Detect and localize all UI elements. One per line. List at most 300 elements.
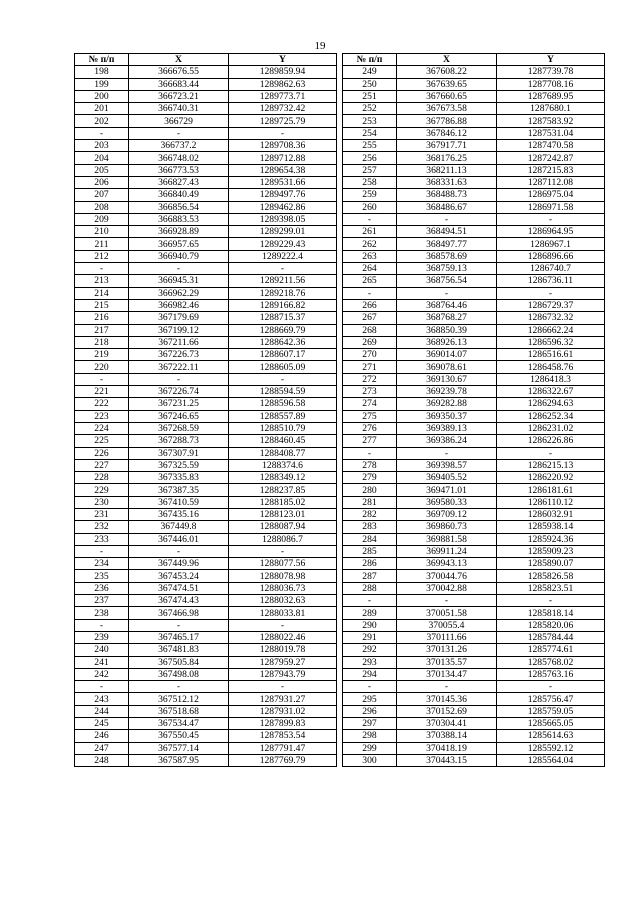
cell-y: 1286418.3 xyxy=(497,373,605,385)
cell-x: 367288.73 xyxy=(129,435,229,447)
cell-number: - xyxy=(75,619,129,631)
cell-x: - xyxy=(397,447,497,459)
table-row xyxy=(75,508,337,520)
cell-y: 1288032.63 xyxy=(229,595,337,607)
cell-number: 220 xyxy=(75,361,129,373)
cell-number: 243 xyxy=(75,693,129,705)
table-row xyxy=(343,250,605,262)
cell-number: 208 xyxy=(75,201,129,213)
header-number: № п/п xyxy=(75,54,129,66)
cell-y: 1286971.58 xyxy=(497,201,605,213)
cell-x: 367512.12 xyxy=(129,693,229,705)
cell-number: 280 xyxy=(343,484,397,496)
table-row xyxy=(343,189,605,201)
cell-y: 1288510.79 xyxy=(229,422,337,434)
cell-y: 1289222.4 xyxy=(229,250,337,262)
cell-y: 1285564.04 xyxy=(497,754,605,766)
cell-x: 366723.21 xyxy=(129,90,229,102)
cell-x: 367226.73 xyxy=(129,349,229,361)
cell-y: 1286740.7 xyxy=(497,263,605,275)
cell-number: 298 xyxy=(343,730,397,742)
cell-y: 1287943.79 xyxy=(229,668,337,680)
cell-y: 1288594.59 xyxy=(229,386,337,398)
cell-number: 245 xyxy=(75,718,129,730)
table-row xyxy=(343,238,605,250)
cell-number: 211 xyxy=(75,238,129,250)
table-row xyxy=(343,484,605,496)
cell-number: 227 xyxy=(75,459,129,471)
cell-y: 1289462.86 xyxy=(229,201,337,213)
cell-x: 367660.65 xyxy=(397,90,497,102)
cell-x: 370135.57 xyxy=(397,656,497,668)
table-row xyxy=(343,336,605,348)
cell-x: 366740.31 xyxy=(129,103,229,115)
table-row xyxy=(343,103,605,115)
cell-number: 295 xyxy=(343,693,397,705)
cell-x: 367226.74 xyxy=(129,386,229,398)
table-header-row xyxy=(75,54,337,66)
table-row xyxy=(343,275,605,287)
cell-y: 1287959.27 xyxy=(229,656,337,668)
cell-y: 1287899.83 xyxy=(229,718,337,730)
cell-x: 368497.77 xyxy=(397,238,497,250)
cell-x: 366957.65 xyxy=(129,238,229,250)
header-x: X xyxy=(397,54,497,66)
cell-number: 200 xyxy=(75,90,129,102)
table-row xyxy=(343,324,605,336)
cell-y: 1288237.85 xyxy=(229,484,337,496)
cell-number: 202 xyxy=(75,115,129,127)
cell-y: - xyxy=(229,263,337,275)
cell-x: 370134.47 xyxy=(397,668,497,680)
cell-number: 251 xyxy=(343,90,397,102)
cell-x: 367466.98 xyxy=(129,607,229,619)
cell-y: 1285759.05 xyxy=(497,705,605,717)
separator-row xyxy=(75,681,337,693)
table-row xyxy=(343,545,605,557)
cell-number: 271 xyxy=(343,361,397,373)
header-number: № п/п xyxy=(343,54,397,66)
cell-number: 233 xyxy=(75,533,129,545)
cell-number: 288 xyxy=(343,582,397,594)
table-row xyxy=(343,398,605,410)
cell-x: 367453.24 xyxy=(129,570,229,582)
cell-number: 255 xyxy=(343,140,397,152)
cell-x: - xyxy=(129,263,229,275)
cell-number: 213 xyxy=(75,275,129,287)
table-row xyxy=(75,693,337,705)
separator-row xyxy=(75,127,337,139)
table-row xyxy=(75,656,337,668)
cell-x: 367307.91 xyxy=(129,447,229,459)
table-row xyxy=(343,496,605,508)
cell-number: 250 xyxy=(343,78,397,90)
cell-y: 1289862.63 xyxy=(229,78,337,90)
table-row xyxy=(75,103,337,115)
cell-y: 1285924.36 xyxy=(497,533,605,545)
cell-x: 369014.07 xyxy=(397,349,497,361)
cell-x: 369911.24 xyxy=(397,545,497,557)
cell-y: - xyxy=(229,619,337,631)
table-row xyxy=(75,533,337,545)
cell-x: 367387.35 xyxy=(129,484,229,496)
cell-y: 1289218.76 xyxy=(229,287,337,299)
cell-number: 224 xyxy=(75,422,129,434)
cell-number: - xyxy=(75,545,129,557)
cell-number: 258 xyxy=(343,176,397,188)
cell-number: 259 xyxy=(343,189,397,201)
table-row xyxy=(75,361,337,373)
cell-number: - xyxy=(343,595,397,607)
cell-x: 369709.12 xyxy=(397,508,497,520)
cell-x: 366982.46 xyxy=(129,299,229,311)
cell-y: 1288642.36 xyxy=(229,336,337,348)
cell-x: 367518.68 xyxy=(129,705,229,717)
cell-number: 285 xyxy=(343,545,397,557)
cell-number: 287 xyxy=(343,570,397,582)
cell-y: 1285818.14 xyxy=(497,607,605,619)
cell-number: 218 xyxy=(75,336,129,348)
cell-y: 1286975.04 xyxy=(497,189,605,201)
cell-number: 299 xyxy=(343,742,397,754)
table-row xyxy=(343,115,605,127)
cell-y: 1285665.05 xyxy=(497,718,605,730)
table-row xyxy=(75,459,337,471)
separator-row xyxy=(343,681,605,693)
cell-y: 1286458.76 xyxy=(497,361,605,373)
cell-y: 1288123.01 xyxy=(229,508,337,520)
table-row xyxy=(343,386,605,398)
cell-number: 254 xyxy=(343,127,397,139)
cell-y: 1286220.92 xyxy=(497,472,605,484)
table-row xyxy=(75,312,337,324)
cell-x: 367268.59 xyxy=(129,422,229,434)
cell-number: 236 xyxy=(75,582,129,594)
cell-y: 1288460.45 xyxy=(229,435,337,447)
cell-number: 279 xyxy=(343,472,397,484)
cell-number: 289 xyxy=(343,607,397,619)
cell-x: 369389.13 xyxy=(397,422,497,434)
cell-number: 260 xyxy=(343,201,397,213)
table-row xyxy=(343,668,605,680)
cell-x: 366748.02 xyxy=(129,152,229,164)
cell-x: 367474.51 xyxy=(129,582,229,594)
cell-y: 1289299.01 xyxy=(229,226,337,238)
cell-y: 1286032.91 xyxy=(497,508,605,520)
cell-number: 207 xyxy=(75,189,129,201)
cell-x: 366683.44 xyxy=(129,78,229,90)
cell-y: 1287689.95 xyxy=(497,90,605,102)
cell-y: 1287112.08 xyxy=(497,176,605,188)
cell-x: 370443.15 xyxy=(397,754,497,766)
table-row xyxy=(343,201,605,213)
cell-x: 367199.12 xyxy=(129,324,229,336)
cell-number: 201 xyxy=(75,103,129,115)
table-row xyxy=(75,422,337,434)
cell-number: 232 xyxy=(75,521,129,533)
table-row xyxy=(343,410,605,422)
cell-x: - xyxy=(129,619,229,631)
cell-number: 291 xyxy=(343,631,397,643)
cell-x: 370111.66 xyxy=(397,631,497,643)
cell-x: 367449.8 xyxy=(129,521,229,533)
cell-x: 367465.17 xyxy=(129,631,229,643)
separator-row xyxy=(75,263,337,275)
cell-y: 1285820.06 xyxy=(497,619,605,631)
table-row xyxy=(75,176,337,188)
cell-number: 274 xyxy=(343,398,397,410)
table-row xyxy=(75,570,337,582)
cell-number: 273 xyxy=(343,386,397,398)
cell-number: 223 xyxy=(75,410,129,422)
cell-number: 234 xyxy=(75,558,129,570)
cell-number: 296 xyxy=(343,705,397,717)
table-row xyxy=(75,213,337,225)
cell-number: - xyxy=(75,681,129,693)
table-row xyxy=(343,558,605,570)
table-row xyxy=(343,361,605,373)
cell-y: 1287708.16 xyxy=(497,78,605,90)
cell-x: 369130.67 xyxy=(397,373,497,385)
cell-y: 1288078.98 xyxy=(229,570,337,582)
table-row xyxy=(75,238,337,250)
table-row xyxy=(75,90,337,102)
cell-y: 1285909.23 xyxy=(497,545,605,557)
cell-number: - xyxy=(343,287,397,299)
cell-x: 366737.2 xyxy=(129,140,229,152)
cell-y: 1288185.02 xyxy=(229,496,337,508)
cell-x: 368850.39 xyxy=(397,324,497,336)
table-row xyxy=(343,435,605,447)
cell-y: 1287680.1 xyxy=(497,103,605,115)
cell-number: 253 xyxy=(343,115,397,127)
cell-number: 242 xyxy=(75,668,129,680)
cell-y: 1287531.04 xyxy=(497,127,605,139)
cell-y: 1286181.61 xyxy=(497,484,605,496)
cell-y: 1286736.11 xyxy=(497,275,605,287)
cell-x: - xyxy=(397,213,497,225)
cell-x: 370042.88 xyxy=(397,582,497,594)
cell-number: 240 xyxy=(75,644,129,656)
cell-number: 257 xyxy=(343,164,397,176)
cell-number: - xyxy=(343,447,397,459)
cell-x: 367481.83 xyxy=(129,644,229,656)
cell-x: 370051.58 xyxy=(397,607,497,619)
cell-y: 1285823.51 xyxy=(497,582,605,594)
table-row xyxy=(343,742,605,754)
table-row xyxy=(75,78,337,90)
cell-number: 206 xyxy=(75,176,129,188)
cell-y: - xyxy=(497,595,605,607)
cell-x: 367550.45 xyxy=(129,730,229,742)
cell-number: 256 xyxy=(343,152,397,164)
table-row xyxy=(343,631,605,643)
cell-y: 1289497.76 xyxy=(229,189,337,201)
cell-x: 369350.37 xyxy=(397,410,497,422)
table-row xyxy=(75,299,337,311)
table-row xyxy=(75,435,337,447)
cell-x: 367446.01 xyxy=(129,533,229,545)
cell-number: 264 xyxy=(343,263,397,275)
table-row xyxy=(343,754,605,766)
cell-y: 1289398.05 xyxy=(229,213,337,225)
cell-number: 265 xyxy=(343,275,397,287)
cell-number: 225 xyxy=(75,435,129,447)
cell-number: 199 xyxy=(75,78,129,90)
table-row xyxy=(75,754,337,766)
table-row xyxy=(343,299,605,311)
table-row xyxy=(75,349,337,361)
separator-row xyxy=(343,213,605,225)
table-row xyxy=(343,373,605,385)
table-row xyxy=(343,422,605,434)
cell-y: 1289229.43 xyxy=(229,238,337,250)
cell-number: 246 xyxy=(75,730,129,742)
cell-x: 368331.63 xyxy=(397,176,497,188)
cell-y: 1289859.94 xyxy=(229,66,337,78)
separator-row xyxy=(75,373,337,385)
cell-x: 367608.22 xyxy=(397,66,497,78)
cell-number: 230 xyxy=(75,496,129,508)
cell-x: 369282.88 xyxy=(397,398,497,410)
cell-x: 367246.65 xyxy=(129,410,229,422)
header-y: Y xyxy=(229,54,337,66)
cell-number: 270 xyxy=(343,349,397,361)
table-row xyxy=(75,644,337,656)
table-row xyxy=(343,570,605,582)
cell-number: 216 xyxy=(75,312,129,324)
cell-number: 248 xyxy=(75,754,129,766)
cell-y: - xyxy=(229,127,337,139)
cell-y: 1286215.13 xyxy=(497,459,605,471)
cell-x: 367435.16 xyxy=(129,508,229,520)
cell-y: 1288022.46 xyxy=(229,631,337,643)
cell-number: 266 xyxy=(343,299,397,311)
cell-number: 276 xyxy=(343,422,397,434)
cell-x: - xyxy=(129,681,229,693)
cell-y: 1289725.79 xyxy=(229,115,337,127)
separator-row xyxy=(343,287,605,299)
cell-x: 367222.11 xyxy=(129,361,229,373)
cell-y: 1289531.66 xyxy=(229,176,337,188)
cell-number: - xyxy=(343,213,397,225)
table-row xyxy=(343,619,605,631)
cell-number: 247 xyxy=(75,742,129,754)
cell-x: - xyxy=(397,287,497,299)
cell-x: 368756.54 xyxy=(397,275,497,287)
cell-y: 1289166.82 xyxy=(229,299,337,311)
cell-x: 368759.13 xyxy=(397,263,497,275)
cell-y: - xyxy=(229,681,337,693)
cell-number: 239 xyxy=(75,631,129,643)
coordinates-table-right xyxy=(342,53,605,767)
cell-number: 222 xyxy=(75,398,129,410)
cell-y: 1288349.12 xyxy=(229,472,337,484)
cell-x: 367335.83 xyxy=(129,472,229,484)
table-row xyxy=(75,66,337,78)
cell-x: 366928.89 xyxy=(129,226,229,238)
cell-number: 215 xyxy=(75,299,129,311)
cell-y: 1286596.32 xyxy=(497,336,605,348)
table-row xyxy=(75,324,337,336)
cell-y: - xyxy=(497,447,605,459)
separator-row xyxy=(343,595,605,607)
cell-number: 277 xyxy=(343,435,397,447)
cell-number: - xyxy=(75,127,129,139)
cell-number: 238 xyxy=(75,607,129,619)
cell-x: 370044.76 xyxy=(397,570,497,582)
cell-number: 263 xyxy=(343,250,397,262)
table-row xyxy=(75,484,337,496)
cell-x: 367325.59 xyxy=(129,459,229,471)
table-row xyxy=(343,730,605,742)
cell-number: 229 xyxy=(75,484,129,496)
cell-number: 294 xyxy=(343,668,397,680)
cell-x: 370145.36 xyxy=(397,693,497,705)
cell-number: 275 xyxy=(343,410,397,422)
cell-x: 368494.51 xyxy=(397,226,497,238)
cell-number: 283 xyxy=(343,521,397,533)
cell-x: 366827.43 xyxy=(129,176,229,188)
cell-y: 1286732.32 xyxy=(497,312,605,324)
table-row xyxy=(343,152,605,164)
table-row xyxy=(75,410,337,422)
cell-x: 369078.61 xyxy=(397,361,497,373)
table-row xyxy=(343,164,605,176)
table-row xyxy=(75,558,337,570)
table-row xyxy=(75,607,337,619)
cell-number: - xyxy=(75,263,129,275)
header-x: X xyxy=(129,54,229,66)
table-row xyxy=(343,705,605,717)
cell-x: 367449.96 xyxy=(129,558,229,570)
table-row xyxy=(75,164,337,176)
cell-number: 269 xyxy=(343,336,397,348)
cell-x: 369239.78 xyxy=(397,386,497,398)
table-row xyxy=(75,336,337,348)
cell-x: 368764.46 xyxy=(397,299,497,311)
cell-y: 1285614.63 xyxy=(497,730,605,742)
table-row xyxy=(343,656,605,668)
cell-y: 1288605.09 xyxy=(229,361,337,373)
cell-number: 262 xyxy=(343,238,397,250)
cell-x: 369580.33 xyxy=(397,496,497,508)
cell-y: 1286896.66 xyxy=(497,250,605,262)
cell-x: 370152.69 xyxy=(397,705,497,717)
cell-y: 1289708.36 xyxy=(229,140,337,152)
cell-y: 1286729.37 xyxy=(497,299,605,311)
table-row xyxy=(75,595,337,607)
table-row xyxy=(343,78,605,90)
cell-y: 1285756.47 xyxy=(497,693,605,705)
cell-x: 367639.65 xyxy=(397,78,497,90)
table-row xyxy=(343,459,605,471)
separator-row xyxy=(75,619,337,631)
table-row xyxy=(75,496,337,508)
cell-y: - xyxy=(497,213,605,225)
table-row xyxy=(343,66,605,78)
cell-y: 1287242.87 xyxy=(497,152,605,164)
cell-y: 1287583.92 xyxy=(497,115,605,127)
cell-number: 219 xyxy=(75,349,129,361)
table-row xyxy=(75,742,337,754)
table-row xyxy=(75,201,337,213)
cell-y: 1286967.1 xyxy=(497,238,605,250)
cell-y: 1288408.77 xyxy=(229,447,337,459)
cell-y: 1285592.12 xyxy=(497,742,605,754)
cell-x: 367179.69 xyxy=(129,312,229,324)
cell-number: 210 xyxy=(75,226,129,238)
